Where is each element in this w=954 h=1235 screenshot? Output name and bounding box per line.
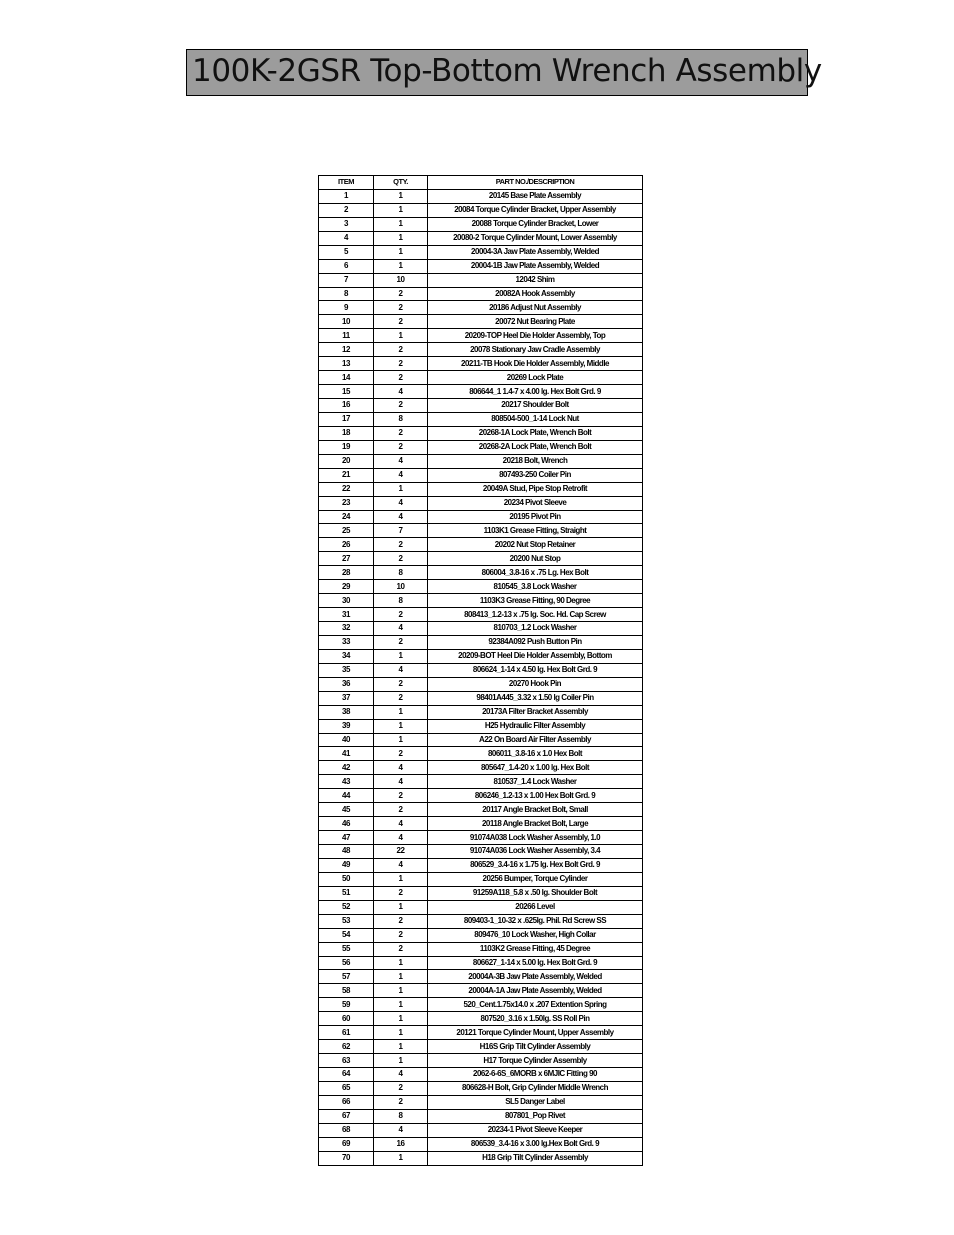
description-cell: 91074A036 Lock Washer Assembly, 3.4 <box>428 845 643 859</box>
qty-cell: 2 <box>374 440 428 454</box>
table-row <box>319 552 643 566</box>
table-row <box>319 580 643 594</box>
description-cell: 810537_1.4 Lock Washer <box>428 775 643 789</box>
table-row <box>319 970 643 984</box>
item-cell: 29 <box>319 580 374 594</box>
qty-cell: 4 <box>374 1123 428 1137</box>
description-cell: 806628-H Bolt, Grip Cylinder Middle Wrench <box>428 1081 643 1095</box>
qty-cell: 1 <box>374 217 428 231</box>
qty-cell: 4 <box>374 385 428 399</box>
description-cell: 808413_1.2-13 x .75 lg. Soc. Hd. Cap Screw <box>428 608 643 622</box>
table-row <box>319 761 643 775</box>
description-cell: 20072 Nut Bearing Plate <box>428 315 643 329</box>
item-cell: 30 <box>319 594 374 608</box>
qty-cell: 4 <box>374 1068 428 1082</box>
description-cell: H18 Grip Tilt Cylinder Assembly <box>428 1151 643 1165</box>
header-description: PART NO./DESCRIPTION <box>428 176 643 190</box>
item-cell: 65 <box>319 1081 374 1095</box>
description-cell: 20268-2A Lock Plate, Wrench Bolt <box>428 440 643 454</box>
item-cell: 16 <box>319 399 374 413</box>
item-cell: 62 <box>319 1040 374 1054</box>
qty-cell: 2 <box>374 747 428 761</box>
qty-cell: 1 <box>374 329 428 343</box>
item-cell: 49 <box>319 858 374 872</box>
description-cell: A22 On Board Air Filter Assembly <box>428 733 643 747</box>
qty-cell: 8 <box>374 1109 428 1123</box>
qty-cell: 4 <box>374 510 428 524</box>
table-row <box>319 1068 643 1082</box>
item-cell: 4 <box>319 231 374 245</box>
description-cell: 20269 Lock Plate <box>428 371 643 385</box>
table-row <box>319 1123 643 1137</box>
item-cell: 19 <box>319 440 374 454</box>
description-cell: 20088 Torque Cylinder Bracket, Lower <box>428 217 643 231</box>
description-cell: 98401A445_3.32 x 1.50 lg Coiler Pin <box>428 691 643 705</box>
qty-cell: 10 <box>374 273 428 287</box>
description-cell: 520_Cent.1.75x14.0 x .207 Extention Spring <box>428 998 643 1012</box>
description-cell: 20004-1B Jaw Plate Assembly, Welded <box>428 259 643 273</box>
table-row <box>319 1040 643 1054</box>
description-cell: 806644_1 1.4-7 x 4.00 lg. Hex Bolt Grd. 9 <box>428 385 643 399</box>
header-row <box>319 176 643 190</box>
table-row <box>319 301 643 315</box>
qty-cell: 1 <box>374 203 428 217</box>
description-cell: 91074A038 Lock Washer Assembly, 1.0 <box>428 831 643 845</box>
item-cell: 50 <box>319 872 374 886</box>
item-cell: 11 <box>319 329 374 343</box>
header-qty: QTY. <box>374 176 428 190</box>
description-cell: 20256 Bumper, Torque Cylinder <box>428 872 643 886</box>
table-row <box>319 845 643 859</box>
table-row <box>319 357 643 371</box>
item-cell: 5 <box>319 245 374 259</box>
item-cell: 2 <box>319 203 374 217</box>
item-cell: 70 <box>319 1151 374 1165</box>
item-cell: 60 <box>319 1012 374 1026</box>
qty-cell: 4 <box>374 663 428 677</box>
table-row <box>319 371 643 385</box>
qty-cell: 2 <box>374 1081 428 1095</box>
qty-cell: 1 <box>374 970 428 984</box>
item-cell: 28 <box>319 566 374 580</box>
table-row <box>319 259 643 273</box>
table-row <box>319 189 643 203</box>
description-cell: 20084 Torque Cylinder Bracket, Upper Assembly <box>428 203 643 217</box>
description-cell: 806624_1-14 x 4.50 lg. Hex Bolt Grd. 9 <box>428 663 643 677</box>
description-cell: 20217 Shoulder Bolt <box>428 399 643 413</box>
description-cell: 1103K3 Grease Fitting, 90 Degree <box>428 594 643 608</box>
qty-cell: 8 <box>374 412 428 426</box>
qty-cell: 2 <box>374 371 428 385</box>
qty-cell: 1 <box>374 189 428 203</box>
description-cell: 20268-1A Lock Plate, Wrench Bolt <box>428 426 643 440</box>
description-cell: 810545_3.8 Lock Washer <box>428 580 643 594</box>
table-row <box>319 1109 643 1123</box>
table-row <box>319 385 643 399</box>
item-cell: 44 <box>319 789 374 803</box>
table-row <box>319 1026 643 1040</box>
description-cell: 20186 Adjust Nut Assembly <box>428 301 643 315</box>
qty-cell: 16 <box>374 1137 428 1151</box>
table-row <box>319 886 643 900</box>
item-cell: 39 <box>319 719 374 733</box>
description-cell: 809403-1_10-32 x .625lg. Phil. Rd Screw SS <box>428 914 643 928</box>
table-row <box>319 454 643 468</box>
table-row <box>319 524 643 538</box>
description-cell: 1103K1 Grease Fitting, Straight <box>428 524 643 538</box>
item-cell: 57 <box>319 970 374 984</box>
header-item: ITEM <box>319 176 374 190</box>
qty-cell: 2 <box>374 343 428 357</box>
qty-cell: 22 <box>374 845 428 859</box>
description-cell: 20145 Base Plate Assembly <box>428 189 643 203</box>
qty-cell: 2 <box>374 942 428 956</box>
table-row <box>319 231 643 245</box>
table-row <box>319 482 643 496</box>
parts-body <box>319 189 643 1165</box>
item-cell: 37 <box>319 691 374 705</box>
qty-cell: 2 <box>374 315 428 329</box>
description-cell: 806246_1.2-13 x 1.00 Hex Bolt Grd. 9 <box>428 789 643 803</box>
table-row <box>319 608 643 622</box>
description-cell: 809476_10 Lock Washer, High Collar <box>428 928 643 942</box>
table-row <box>319 566 643 580</box>
description-cell: 91259A118_5.8 x .50 lg. Shoulder Bolt <box>428 886 643 900</box>
qty-cell: 4 <box>374 468 428 482</box>
description-cell: 20118 Angle Bracket Bolt, Large <box>428 817 643 831</box>
qty-cell: 2 <box>374 538 428 552</box>
item-cell: 42 <box>319 761 374 775</box>
item-cell: 48 <box>319 845 374 859</box>
qty-cell: 4 <box>374 831 428 845</box>
table-row <box>319 622 643 636</box>
table-row <box>319 803 643 817</box>
qty-cell: 2 <box>374 608 428 622</box>
item-cell: 31 <box>319 608 374 622</box>
qty-cell: 2 <box>374 1095 428 1109</box>
item-cell: 69 <box>319 1137 374 1151</box>
table-row <box>319 245 643 259</box>
qty-cell: 4 <box>374 817 428 831</box>
table-row <box>319 705 643 719</box>
table-row <box>319 649 643 663</box>
qty-cell: 1 <box>374 984 428 998</box>
description-cell: 20200 Nut Stop <box>428 552 643 566</box>
item-cell: 13 <box>319 357 374 371</box>
item-cell: 6 <box>319 259 374 273</box>
qty-cell: 4 <box>374 761 428 775</box>
qty-cell: 1 <box>374 1012 428 1026</box>
table-row <box>319 831 643 845</box>
item-cell: 10 <box>319 315 374 329</box>
table-row <box>319 733 643 747</box>
table-row <box>319 1095 643 1109</box>
qty-cell: 4 <box>374 622 428 636</box>
table-row <box>319 440 643 454</box>
table-row <box>319 817 643 831</box>
item-cell: 34 <box>319 649 374 663</box>
qty-cell: 1 <box>374 231 428 245</box>
table-row <box>319 858 643 872</box>
description-cell: 20234-1 Pivot Sleeve Keeper <box>428 1123 643 1137</box>
description-cell: 806011_3.8-16 x 1.0 Hex Bolt <box>428 747 643 761</box>
description-cell: 807520_3.16 x 1.50lg. SS Roll Pin <box>428 1012 643 1026</box>
table-row <box>319 719 643 733</box>
description-cell: 20218 Bolt, Wrench <box>428 454 643 468</box>
description-cell: 2062-6-6S_6MORB x 6MJIC Fitting 90 <box>428 1068 643 1082</box>
item-cell: 46 <box>319 817 374 831</box>
table-row <box>319 1054 643 1068</box>
description-cell: 20078 Stationary Jaw Cradle Assembly <box>428 343 643 357</box>
item-cell: 7 <box>319 273 374 287</box>
description-cell: 807493-250 Coiler Pin <box>428 468 643 482</box>
table-row <box>319 1081 643 1095</box>
item-cell: 32 <box>319 622 374 636</box>
table-row <box>319 203 643 217</box>
qty-cell: 2 <box>374 287 428 301</box>
item-cell: 25 <box>319 524 374 538</box>
table-row <box>319 329 643 343</box>
qty-cell: 2 <box>374 426 428 440</box>
title-box <box>186 49 822 96</box>
item-cell: 27 <box>319 552 374 566</box>
qty-cell: 2 <box>374 677 428 691</box>
qty-cell: 10 <box>374 580 428 594</box>
qty-cell: 1 <box>374 900 428 914</box>
item-cell: 45 <box>319 803 374 817</box>
table-row <box>319 538 643 552</box>
description-cell: 12042 Shim <box>428 273 643 287</box>
table-row <box>319 635 643 649</box>
table-row <box>319 775 643 789</box>
item-cell: 66 <box>319 1095 374 1109</box>
qty-cell: 1 <box>374 1040 428 1054</box>
description-cell: 20266 Level <box>428 900 643 914</box>
description-cell: 20234 Pivot Sleeve <box>428 496 643 510</box>
table-row <box>319 928 643 942</box>
description-cell: 20004A-3B Jaw Plate Assembly, Welded <box>428 970 643 984</box>
description-cell: 20209-TOP Heel Die Holder Assembly, Top <box>428 329 643 343</box>
description-cell: 20195 Pivot Pin <box>428 510 643 524</box>
qty-cell: 1 <box>374 1026 428 1040</box>
qty-cell: 2 <box>374 635 428 649</box>
qty-cell: 1 <box>374 482 428 496</box>
table-row <box>319 747 643 761</box>
table-row <box>319 594 643 608</box>
qty-cell: 2 <box>374 789 428 803</box>
qty-cell: 8 <box>374 566 428 580</box>
description-cell: 20117 Angle Bracket Bolt, Small <box>428 803 643 817</box>
table-row <box>319 789 643 803</box>
qty-cell: 2 <box>374 399 428 413</box>
item-cell: 22 <box>319 482 374 496</box>
parts-table <box>318 175 643 1166</box>
item-cell: 20 <box>319 454 374 468</box>
table-row <box>319 900 643 914</box>
description-cell: 806627_1-14 x 5.00 lg. Hex Bolt Grd. 9 <box>428 956 643 970</box>
qty-cell: 2 <box>374 886 428 900</box>
table-row <box>319 510 643 524</box>
qty-cell: 1 <box>374 872 428 886</box>
item-cell: 40 <box>319 733 374 747</box>
item-cell: 43 <box>319 775 374 789</box>
item-cell: 56 <box>319 956 374 970</box>
item-cell: 67 <box>319 1109 374 1123</box>
description-cell: H25 Hydraulic Filter Assembly <box>428 719 643 733</box>
qty-cell: 2 <box>374 552 428 566</box>
item-cell: 51 <box>319 886 374 900</box>
table-row <box>319 273 643 287</box>
table-row <box>319 663 643 677</box>
table-row <box>319 412 643 426</box>
qty-cell: 2 <box>374 928 428 942</box>
item-cell: 55 <box>319 942 374 956</box>
item-cell: 59 <box>319 998 374 1012</box>
item-cell: 38 <box>319 705 374 719</box>
table-row <box>319 956 643 970</box>
description-cell: 20209-BOT Heel Die Holder Assembly, Bottom <box>428 649 643 663</box>
item-cell: 26 <box>319 538 374 552</box>
qty-cell: 2 <box>374 914 428 928</box>
table-row <box>319 914 643 928</box>
qty-cell: 1 <box>374 733 428 747</box>
table-row <box>319 872 643 886</box>
item-cell: 68 <box>319 1123 374 1137</box>
table-row <box>319 1151 643 1165</box>
item-cell: 35 <box>319 663 374 677</box>
description-cell: 20202 Nut Stop Retainer <box>428 538 643 552</box>
item-cell: 15 <box>319 385 374 399</box>
description-cell: 20082A Hook Assembly <box>428 287 643 301</box>
description-cell: H16S Grip Tilt Cylinder Assembly <box>428 1040 643 1054</box>
qty-cell: 1 <box>374 1054 428 1068</box>
table-row <box>319 998 643 1012</box>
item-cell: 63 <box>319 1054 374 1068</box>
item-cell: 3 <box>319 217 374 231</box>
item-cell: 54 <box>319 928 374 942</box>
description-cell: 20049A Stud, Pipe Stop Retrofit <box>428 482 643 496</box>
table-row <box>319 691 643 705</box>
item-cell: 53 <box>319 914 374 928</box>
item-cell: 14 <box>319 371 374 385</box>
qty-cell: 1 <box>374 705 428 719</box>
item-cell: 1 <box>319 189 374 203</box>
table-row <box>319 984 643 998</box>
description-cell: 1103K2 Grease Fitting, 45 Degree <box>428 942 643 956</box>
description-cell: 20211-TB Hook Die Holder Assembly, Middle <box>428 357 643 371</box>
description-cell: 806004_3.8-16 x .75 Lg. Hex Bolt <box>428 566 643 580</box>
item-cell: 64 <box>319 1068 374 1082</box>
item-cell: 23 <box>319 496 374 510</box>
qty-cell: 1 <box>374 719 428 733</box>
qty-cell: 1 <box>374 1151 428 1165</box>
description-cell: SL5 Danger Label <box>428 1095 643 1109</box>
table-row <box>319 426 643 440</box>
qty-cell: 7 <box>374 524 428 538</box>
description-cell: 20004-3A Jaw Plate Assembly, Welded <box>428 245 643 259</box>
item-cell: 33 <box>319 635 374 649</box>
table-row <box>319 677 643 691</box>
table-row <box>319 942 643 956</box>
qty-cell: 1 <box>374 649 428 663</box>
item-cell: 21 <box>319 468 374 482</box>
description-cell: 805647_1.4-20 x 1.00 lg. Hex Bolt <box>428 761 643 775</box>
description-cell: 808504-500_1-14 Lock Nut <box>428 412 643 426</box>
qty-cell: 2 <box>374 301 428 315</box>
description-cell: 806529_3.4-16 x 1.75 lg. Hex Bolt Grd. 9 <box>428 858 643 872</box>
description-cell: 20080-2 Torque Cylinder Mount, Lower Assembly <box>428 231 643 245</box>
item-cell: 24 <box>319 510 374 524</box>
table-row <box>319 287 643 301</box>
qty-cell: 1 <box>374 998 428 1012</box>
table-row <box>319 343 643 357</box>
table-row <box>319 1137 643 1151</box>
table-row <box>319 399 643 413</box>
description-cell: H17 Torque Cylinder Assembly <box>428 1054 643 1068</box>
item-cell: 61 <box>319 1026 374 1040</box>
description-cell: 810703_1.2 Lock Washer <box>428 622 643 636</box>
qty-cell: 2 <box>374 691 428 705</box>
item-cell: 58 <box>319 984 374 998</box>
item-cell: 12 <box>319 343 374 357</box>
description-cell: 92384A092 Push Button Pin <box>428 635 643 649</box>
qty-cell: 2 <box>374 357 428 371</box>
item-cell: 17 <box>319 412 374 426</box>
description-cell: 20004A-1A Jaw Plate Assembly, Welded <box>428 984 643 998</box>
qty-cell: 4 <box>374 775 428 789</box>
qty-cell: 1 <box>374 259 428 273</box>
item-cell: 8 <box>319 287 374 301</box>
qty-cell: 1 <box>374 956 428 970</box>
table-row <box>319 468 643 482</box>
table-row <box>319 315 643 329</box>
description-cell: 20270 Hook Pin <box>428 677 643 691</box>
table-row <box>319 496 643 510</box>
qty-cell: 4 <box>374 454 428 468</box>
item-cell: 36 <box>319 677 374 691</box>
page-title: 100K-2GSR Top-Bottom Wrench Assembly <box>192 53 822 89</box>
description-cell: 20121 Torque Cylinder Mount, Upper Assembly <box>428 1026 643 1040</box>
item-cell: 47 <box>319 831 374 845</box>
qty-cell: 8 <box>374 594 428 608</box>
item-cell: 18 <box>319 426 374 440</box>
qty-cell: 4 <box>374 496 428 510</box>
item-cell: 41 <box>319 747 374 761</box>
description-cell: 806539_3.4-16 x 3.00 lg.Hex Bolt Grd. 9 <box>428 1137 643 1151</box>
qty-cell: 4 <box>374 858 428 872</box>
qty-cell: 2 <box>374 803 428 817</box>
description-cell: 807801_Pop Rivet <box>428 1109 643 1123</box>
table-row <box>319 217 643 231</box>
item-cell: 9 <box>319 301 374 315</box>
qty-cell: 1 <box>374 245 428 259</box>
item-cell: 52 <box>319 900 374 914</box>
table-row <box>319 1012 643 1026</box>
description-cell: 20173A Filter Bracket Assembly <box>428 705 643 719</box>
